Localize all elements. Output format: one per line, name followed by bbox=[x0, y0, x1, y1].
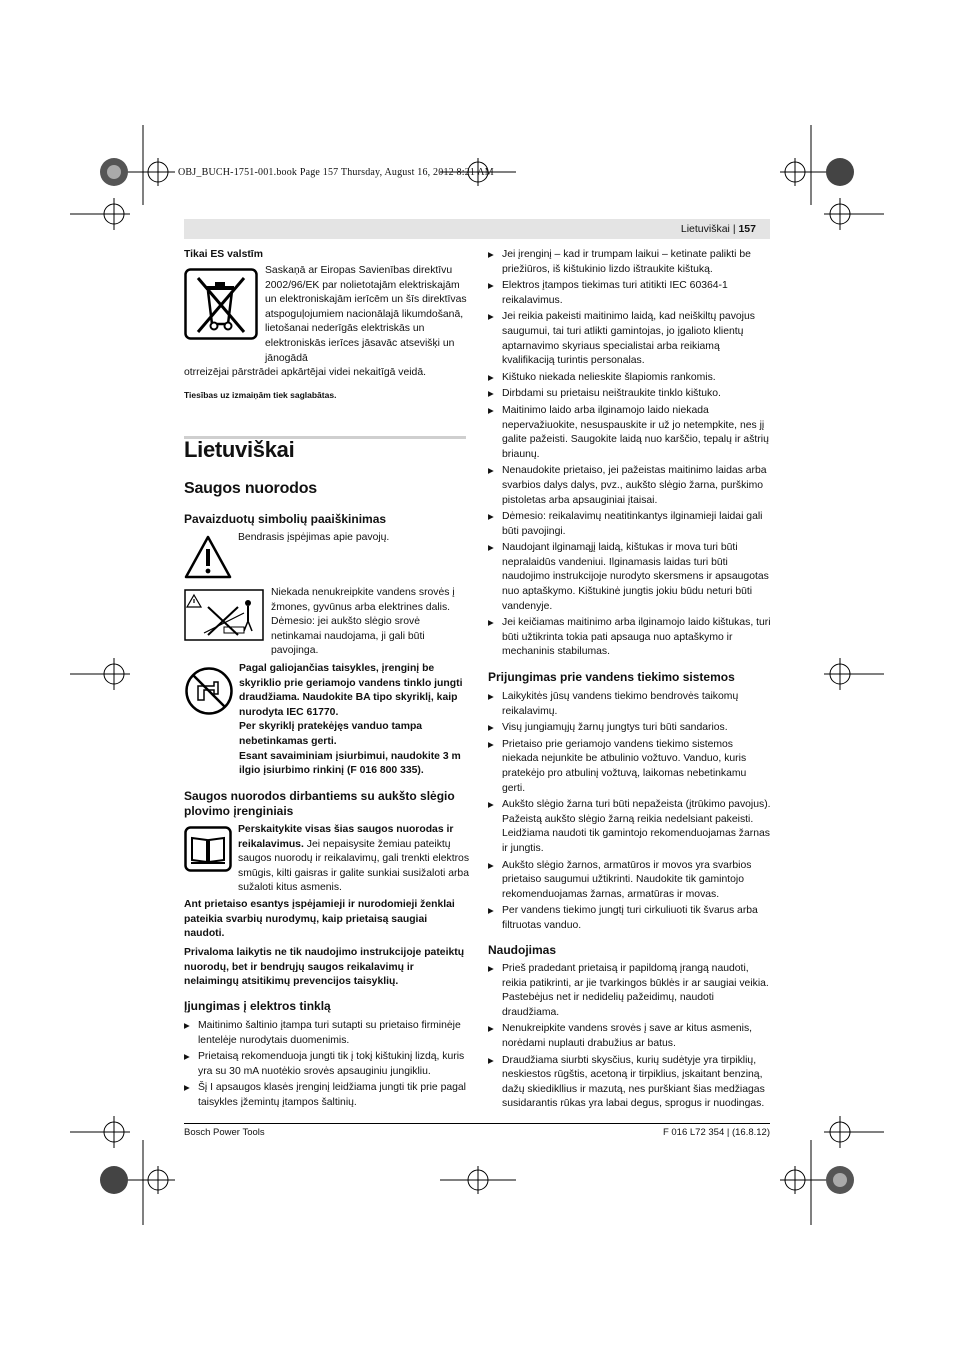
high-pressure-title: Saugos nuorodos dirbantiems su aukšto slėgio plovimo įrenginiais bbox=[184, 789, 455, 818]
list-item: ▶ Elektros įtampos tiekimas turi atitikti IEC 60364-1 reikalavimus. bbox=[488, 279, 771, 308]
water-connection-list bbox=[488, 690, 771, 936]
list-item: ▶ Naudojant ilginamąjį laidą, kištukas ir mova turi būti nepralaidūs vandeniui. Ilginamasis laidas turi būti naudojimo instrukcijoje nurodyto skersmens ir apsaugotas nuo aptaškymo. Kištukinė jungtis jokiu būdu neturi būti vandenyje. bbox=[488, 541, 771, 614]
header-section: Lietuviškai bbox=[680, 223, 730, 235]
list-item: ▶ Jei keičiamas maitinimo arba ilginamojo laido kištukas, turi būti užtikrinta tokia pati apsauga nuo aptaškymo ir mechaninis stabilumas. bbox=[488, 616, 771, 660]
read-instructions-rest: Jei nepaisysite žemiau pateiktų saugos nuorodų ir reikalavimų, gali trenkti elektros smūgis, kilti gaisras ir galite sunkiai susižaloti arba sužaloti kitus asmenis. bbox=[238, 838, 470, 894]
footer-rule bbox=[184, 1123, 770, 1124]
page-title: Lietuviškai bbox=[184, 437, 295, 462]
list-item: ▶ Nenaudokite prietaiso, jei pažeistas maitinimo laidas arba svarbios dalys dalys, pvz., aukšto slėgio žarna, purškimo pistoletas arba apsauginiai įtaisai. bbox=[488, 464, 771, 508]
footer-brand: Bosch Power Tools bbox=[184, 1127, 265, 1138]
print-meta-line: OBJ_BUCH-1751-001.book Page 157 Thursday, August 16, 2012 8:21 AM bbox=[178, 167, 494, 178]
eu-directive-text: Saskaņā ar Eiropas Savienības direktīvu 2002/96/EK par nolietotajām elektriskajām un elektroniskajām ierīcēm un šīs direktīvas atspoguļojumiem nacionālajā likumdošanā, lietošanai nederīgās elektriskās un elektroniskās ierīces jāsavāc atsevišķi un jānogādā bbox=[265, 265, 467, 364]
device-signs-text: Ant prietaiso esantys įspėjamieji ir nurodomieji ženklai pateikia svarbių nurodymų, kaip prietaisą saugiai naudoti. bbox=[184, 899, 455, 940]
running-header bbox=[184, 219, 770, 239]
header-separator: | bbox=[732, 223, 736, 235]
list-item: ▶ Laikykitės jūsų vandens tiekimo bendrovės taikomų reikalavimų. bbox=[488, 690, 771, 719]
symbol-water-network-a: Pagal galiojančias taisykles, įrenginį be skyriklio prie geriamojo vandens tinklo jungti draudžiama. Naudokite BA tipo skyriklį, kaip nurodyta IEC 61770. bbox=[239, 663, 463, 718]
list-item: ▶ Per vandens tiekimo jungtį turi cirkuliuoti tik švarus arba filtruotas vanduo. bbox=[488, 904, 771, 933]
symbol-general-warning-text: Bendrasis įspėjimas apie pavojų. bbox=[238, 532, 390, 543]
list-item: ▶ Maitinimo šaltinio įtampa turi sutapti su prietaiso firminėje lentelėje nurodytais duomenimis. bbox=[184, 1019, 468, 1048]
list-item: ▶ Dėmesio: reikalavimų neatitinkantys ilginamieji laidai gali būti pavojingi. bbox=[488, 510, 771, 539]
use-list bbox=[488, 962, 771, 1114]
electrical-safety-list bbox=[488, 248, 771, 662]
list-item: ▶ Jei įrenginį – kad ir trumpam laikui – ketinate palikti be priežiūros, iš kištukinio lizdo ištraukite kištuką. bbox=[488, 248, 771, 277]
list-item: ▶ Jei reikia pakeisti maitinimo laidą, kad neiškiltų pavojus saugumui, tai turi atlikti gamintojas, jo įgalioto klientų aptarnavimo skyriaus specialistai arba reikiamą kvalifikaciją turintis personalas. bbox=[488, 310, 771, 368]
list-item: ▶ Dirbdami su prietaisu neištraukite tinklo kištuko. bbox=[488, 387, 771, 402]
symbol-water-network-c: Esant savaiminiam įsiurbimui, naudokite 3 m ilgio įsiurbimo rinkinį (F 016 800 335). bbox=[239, 750, 461, 777]
eu-directive-text-end: otrreizējai pārstrādei apkārtējai videi nekaitīgā veidā. bbox=[184, 367, 427, 378]
list-item: ▶ Prieš pradedant prietaisą ir papildomą įrangą naudoti, reikia patikrinti, ar jie tvarkingos būklės ir ar saugiai veikia. Pastebėjus net ir nedidelių pažeidimų, naudoti draudžiama. bbox=[488, 962, 771, 1020]
warning-triangle-icon bbox=[184, 534, 232, 580]
symbol-water-network-b: Per skyriklį pratekėjęs vanduo tampa nebetinkamas gerti. bbox=[239, 721, 423, 747]
page-number: 157 bbox=[738, 223, 756, 235]
list-item: ▶ Kištuko niekada nelieskite šlapiomis rankomis. bbox=[488, 371, 771, 386]
list-item: ▶ Aukšto slėgio žarnos, armatūros ir movos yra svarbios prietaiso saugumui užtikrinti. Naudokite tik gamintojo rekomenduojamas žarnas, armatūras ir movas. bbox=[488, 859, 771, 903]
mains-list bbox=[184, 1019, 468, 1113]
section-title: Saugos nuorodos bbox=[184, 480, 318, 497]
list-item: ▶ Prietaiso prie geriamojo vandens tiekimo sistemos niekada nejunkite be atbulinio vožtuvo. Vanduo, kuris pratekėjo pro atbulinį vožtuvą, laikomas nebetinkamu gerti. bbox=[488, 738, 771, 796]
symbol-water-network bbox=[239, 662, 469, 779]
eu-title: Tikai ES valstīm bbox=[184, 249, 263, 260]
use-title: Naudojimas bbox=[488, 943, 557, 957]
footer-doc-number: F 016 L72 354 | (16.8.12) bbox=[662, 1127, 770, 1138]
read-instructions-bold: Perskaitykite visas šias saugos nuorodas ir reikalavimus. bbox=[238, 824, 454, 850]
read-instructions-text bbox=[238, 823, 470, 896]
list-item: ▶ Šį I apsaugos klasės įrenginį leidžiama jungti tik prie pagal taisykles įžemintų įtampos šaltinių. bbox=[184, 1081, 468, 1110]
list-item: ▶ Draudžiama siurbti skysčius, kurių sudėtyje yra tirpiklių, neskiestos rūgštis, acetoną ir tirpiklius, įskaitant benziną, dažų skiedikllius ir mazutą, nes purškiant šias medžiagas susidarantis rūkas yra labai degus, sprogus ir nuodingas. bbox=[488, 1054, 771, 1112]
symbols-title: Pavaizduotų simbolių paaiškinimas bbox=[184, 512, 387, 526]
list-item: ▶ Nenukreipkite vandens srovės į save ar kitus asmenis, norėdami nuplauti drabužius ar batus. bbox=[488, 1022, 771, 1051]
mains-title: Įjungimas į elektros tinklą bbox=[184, 999, 331, 1013]
list-item: ▶ Prietaisą rekomenduoja jungti tik į tokį kištukinį lizdą, kuris yra su 30 mA nuotėkio srovės apsauginiu jungikliu. bbox=[184, 1050, 468, 1079]
read-manual-icon bbox=[184, 826, 232, 872]
reserve-note: Tiesības uz izmaiņām tiek saglabātas. bbox=[184, 390, 337, 400]
mandatory-text: Privaloma laikytis ne tik naudojimo instrukcijoje pateiktų nuorodų, bet ir bendrųjų saugos reikalavimų ir nelaimingų atsitikimų prevencijos taisyklių. bbox=[184, 947, 465, 988]
weee-bin-icon bbox=[184, 268, 258, 340]
no-drinking-water-connection-icon bbox=[184, 666, 234, 716]
list-item: ▶ Visų jungiamųjų žarnų jungtys turi būti sandarios. bbox=[488, 721, 771, 736]
no-spray-people-icon bbox=[184, 589, 264, 641]
symbol-spray-warning-text: Niekada nenukreipkite vandens srovės į žmones, gyvūnus arba elektrines dalis. Dėmesio: jei aukšto slėgio srovė netinkamai naudojama, ji gali būti pavojinga. bbox=[271, 587, 455, 657]
water-connection-title: Prijungimas prie vandens tiekimo sistemos bbox=[488, 670, 735, 684]
list-item: ▶ Aukšto slėgio žarna turi būti nepažeista (įtrūkimo pavojus). Pažeistą aukšto slėgio žarną reikia nedelsiant pakeisti. Leidžiama naudoti tik gamintojo rekomenduojamas žarnas ir jungtis. bbox=[488, 798, 771, 856]
list-item: ▶ Maitinimo laido arba ilginamojo laido niekada nepervažiuokite, nesuspauskite ir už jo netempkite, nes jį galite pažeisti. Saugokite laidą nuo karščio, tepalų ir aštrių briaunų. bbox=[488, 404, 771, 462]
